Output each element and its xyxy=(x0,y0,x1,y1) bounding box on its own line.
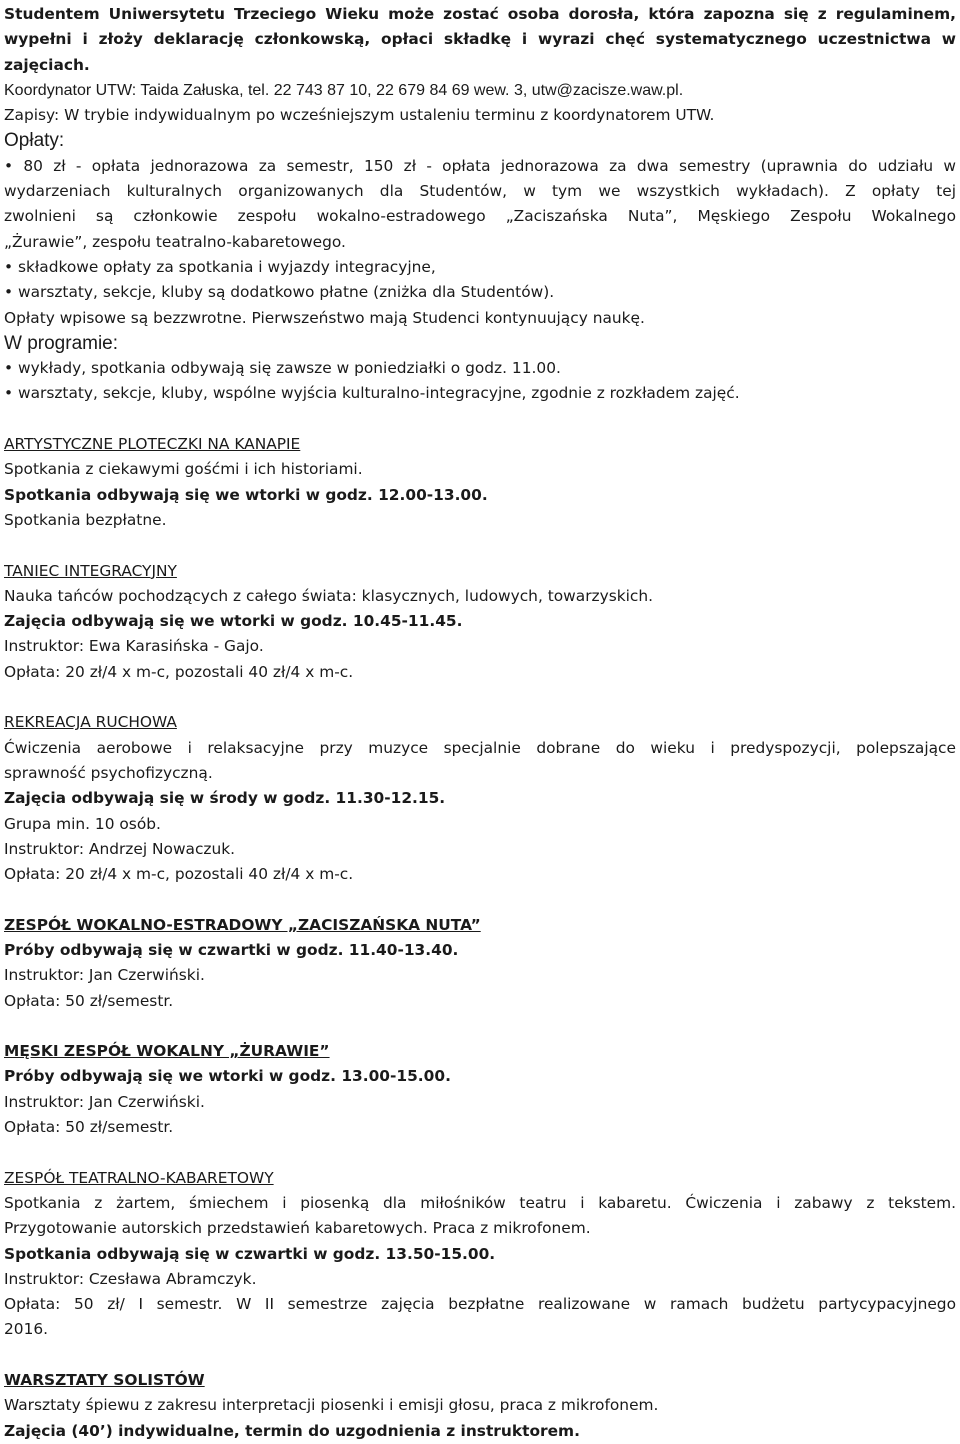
teatr-fee-2: 2016. xyxy=(4,1320,49,1339)
fees-item-1-line-1: • 80 zł - opłata jednorazowa za semestr, 150 zł - opłata jednorazowa za dwa semestry (uprawnia do udziału w xyxy=(4,154,956,179)
enrollment-info: Zapisy: W trybie indywidualnym po wcześniejszym ustaleniu terminu z koordynatorem UTW. xyxy=(4,106,715,125)
fees-item-1-line-3: zwolnieni są członkowie zespołu wokalno-estradowego „Zaciszańska Nuta”, Męskiego Zespołu Wokalnego xyxy=(4,207,956,226)
plotki-fee: Spotkania bezpłatne. xyxy=(4,510,167,529)
teatr-fee-1: Opłata: 50 zł/ I semestr. W II semestrze zajęcia bezpłatne realizowane w ramach budżetu partycypacyjnego xyxy=(4,1295,956,1314)
coordinator-info: Koordynator UTW: Taida Załuska, tel. 22 743 87 10, 22 679 84 69 wew. 3, utw@zacisze.waw.pl. xyxy=(4,81,684,99)
zurawie-fee: Opłata: 50 zł/semestr. xyxy=(4,1118,174,1137)
section-title-solisci: WARSZTATY SOLISTÓW xyxy=(4,1371,205,1390)
section-title-zurawie: MĘSKI ZESPÓŁ WOKALNY „ŻURAWIE” xyxy=(4,1042,330,1061)
zespol-schedule: Próby odbywają się w czwartki w godz. 11.40-13.40. xyxy=(4,940,459,959)
plotki-description: Spotkania z ciekawymi gośćmi i ich historiami. xyxy=(4,460,363,479)
teatr-description-2: Przygotowanie autorskich przedstawień kabaretowych. Praca z mikrofonem. xyxy=(4,1219,591,1238)
solisci-description: Warsztaty śpiewu z zakresu interpretacji piosenki i emisji głosu, praca z mikrofonem. xyxy=(4,1396,659,1415)
section-title-teatr: ZESPÓŁ TEATRALNO-KABARETOWY xyxy=(4,1168,274,1187)
program-heading: W programie: xyxy=(4,332,119,354)
rekreacja-description-2: sprawność psychofizyczną. xyxy=(4,763,213,782)
rekreacja-schedule: Zajęcia odbywają się w środy w godz. 11.30-12.15. xyxy=(4,789,446,808)
fees-item-2: • składkowe opłaty za spotkania i wyjazdy integracyjne, xyxy=(4,255,956,280)
fees-item-3: • warsztaty, sekcje, kluby są dodatkowo płatne (zniżka dla Studentów). xyxy=(4,280,956,305)
fees-item-1-line-2: wydarzeniach kulturalnych organizowanych dla Studentów, w tym we wszystkich wykładach). Z opłaty tej xyxy=(4,182,956,201)
solisci-schedule: Zajęcia (40’) indywidualne, termin do uzgodnienia z instruktorem. xyxy=(4,1421,580,1440)
section-title-taniec: TANIEC INTEGRACYJNY xyxy=(4,561,177,580)
rekreacja-instructor: Instruktor: Andrzej Nowaczuk. xyxy=(4,839,236,858)
fees-item-1-line-4: „Żurawie”, zespołu teatralno-kabaretowego. xyxy=(4,232,346,251)
section-title-plotki: ARTYSTYCZNE PLOTECZKI NA KANAPIE xyxy=(4,435,301,454)
taniec-instructor: Instruktor: Ewa Karasińska - Gajo. xyxy=(4,637,264,656)
teatr-description-1: Spotkania z żartem, śmiechem i piosenką dla miłośników teatru i kabaretu. Ćwiczenia i zabawy z tekstem. xyxy=(4,1193,956,1212)
intro-line-3: zajęciach. xyxy=(4,55,90,74)
taniec-schedule: Zajęcia odbywają się we wtorki w godz. 10.45-11.45. xyxy=(4,612,463,631)
taniec-description: Nauka tańców pochodzących z całego świata: klasycznych, ludowych, towarzyskich. xyxy=(4,586,654,605)
intro-line-1: Studentem Uniwersytetu Trzeciego Wieku może zostać osoba dorosła, która zapozna się z regulaminem, xyxy=(4,5,956,23)
intro-line-2: wypełni i złoży deklarację członkowską, opłaci składkę i wyrazi chęć systematycznego uczestnictwa w xyxy=(4,30,956,49)
zespol-fee: Opłata: 50 zł/semestr. xyxy=(4,991,174,1010)
teatr-schedule: Spotkania odbywają się w czwartki w godz. 13.50-15.00. xyxy=(4,1244,496,1263)
rekreacja-fee: Opłata: 20 zł/4 x m-c, pozostali 40 zł/4 x m-c. xyxy=(4,865,354,884)
program-item-1: • wykłady, spotkania odbywają się zawsze w poniedziałki o godz. 11.00. xyxy=(4,356,956,381)
section-title-rekreacja: REKREACJA RUCHOWA xyxy=(4,713,177,732)
rekreacja-group: Grupa min. 10 osób. xyxy=(4,814,161,833)
zespol-instructor: Instruktor: Jan Czerwiński. xyxy=(4,966,205,985)
teatr-instructor: Instruktor: Czesława Abramczyk. xyxy=(4,1269,257,1288)
zurawie-schedule: Próby odbywają się we wtorki w godz. 13.00-15.00. xyxy=(4,1067,451,1086)
plotki-schedule: Spotkania odbywają się we wtorki w godz. 12.00-13.00. xyxy=(4,485,488,504)
section-title-zespol: ZESPÓŁ WOKALNO-ESTRADOWY „ZACISZAŃSKA NUTA” xyxy=(4,915,481,934)
rekreacja-description-1: Ćwiczenia aerobowe i relaksacyjne przy muzyce specjalnie dobrane do wieku i predyspozycji, polepszające xyxy=(4,738,956,757)
zurawie-instructor: Instruktor: Jan Czerwiński. xyxy=(4,1092,205,1111)
taniec-fee: Opłata: 20 zł/4 x m-c, pozostali 40 zł/4 x m-c. xyxy=(4,662,354,681)
fees-heading: Opłaty: xyxy=(4,130,65,152)
program-item-2: • warsztaty, sekcje, kluby, wspólne wyjścia kulturalno-integracyjne, zgodnie z rozkładem zajęć. xyxy=(4,381,956,406)
fees-note: Opłaty wpisowe są bezzwrotne. Pierwszeństwo mają Studenci kontynuujący naukę. xyxy=(4,308,645,327)
